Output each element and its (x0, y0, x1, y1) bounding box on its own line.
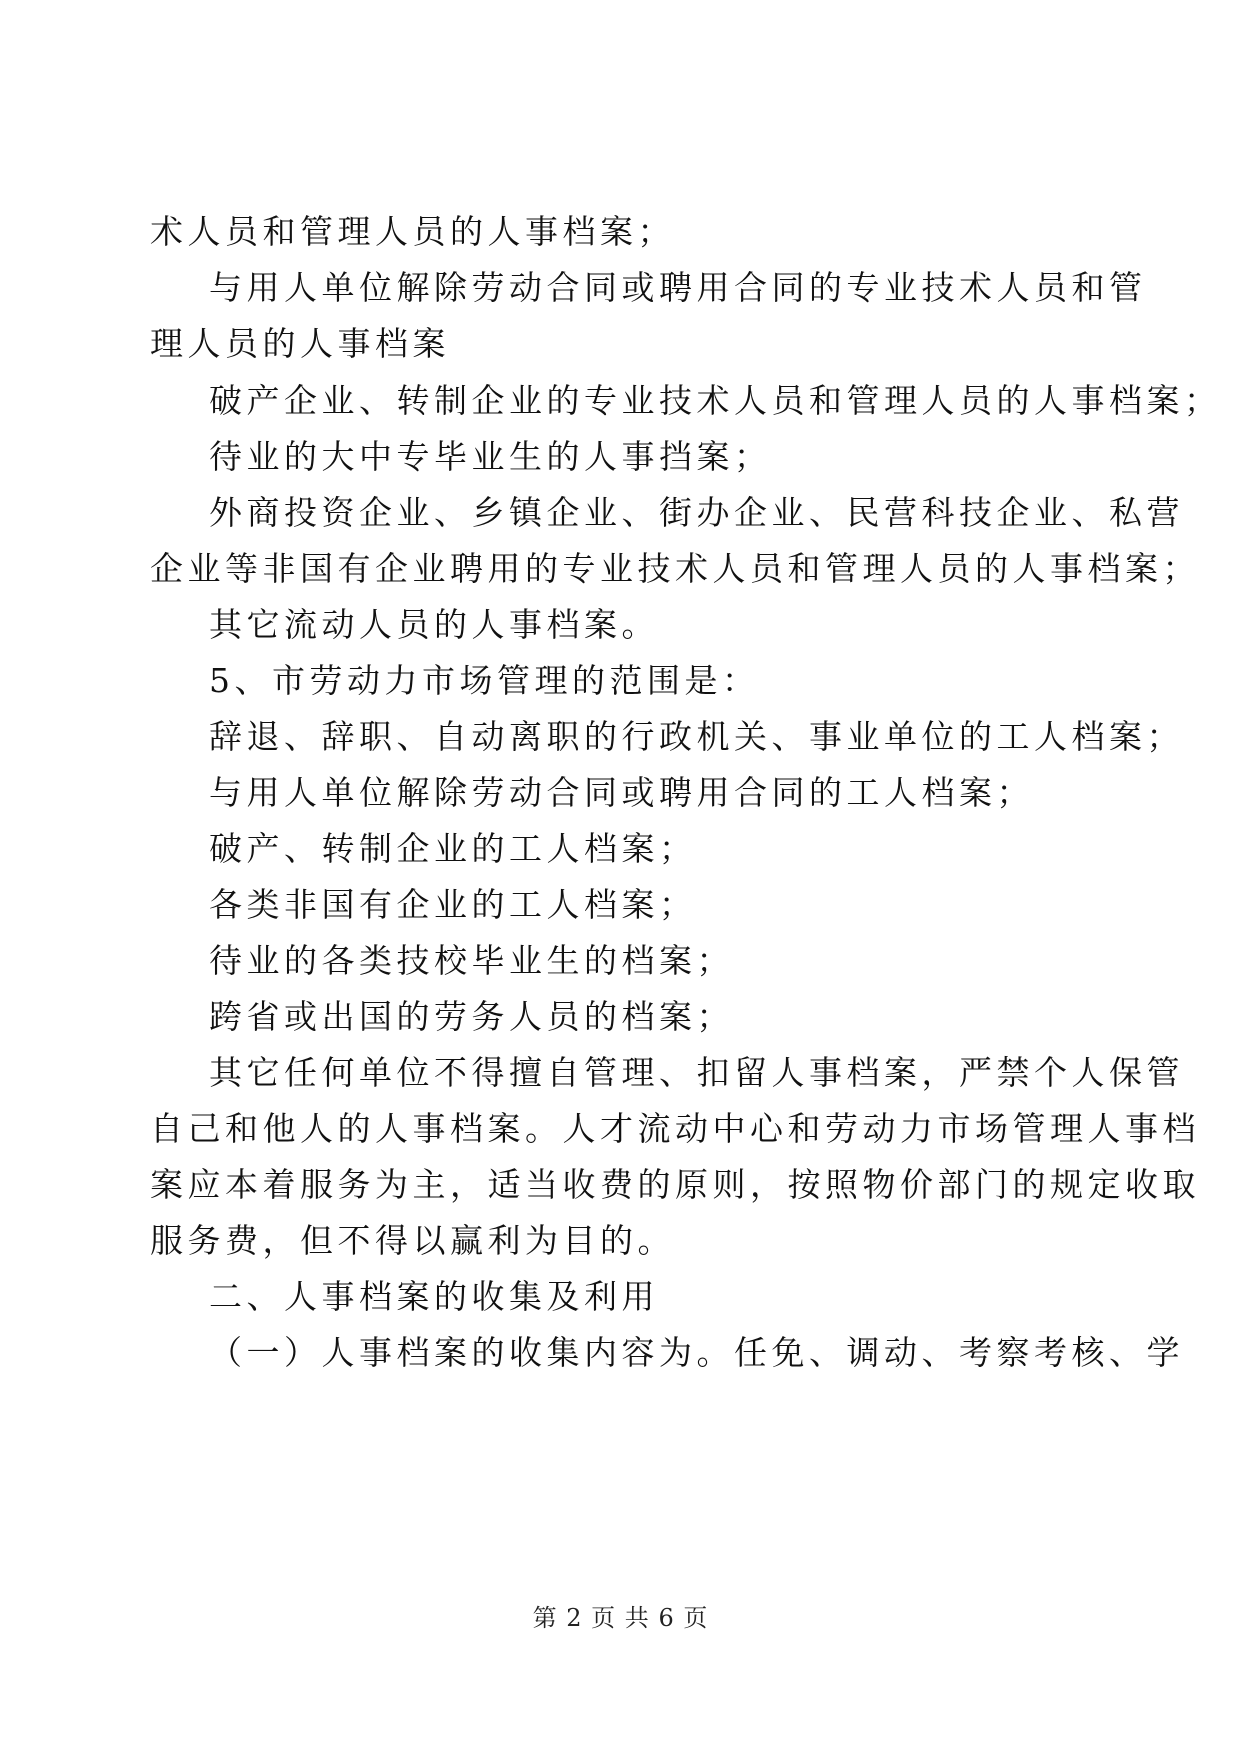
text-line-17: 自己和他人的人事档案。人才流动中心和劳动力市场管理人事档 (150, 1109, 1200, 1148)
text-line-12: 破产、转制企业的工人档案； (209, 829, 697, 868)
text-line-5: 待业的大中专毕业生的人事挡案； (209, 437, 772, 476)
text-line-6: 外商投资企业、乡镇企业、街办企业、民营科技企业、私营 (209, 493, 1184, 532)
text-line-16: 其它任何单位不得擅自管理、扣留人事档案，严禁个人保管 (209, 1053, 1184, 1092)
text-line-14: 待业的各类技校毕业生的档案； (209, 941, 734, 980)
text-line-7: 企业等非国有企业聘用的专业技术人员和管理人员的人事档案； (150, 549, 1200, 588)
text-line-1: 术人员和管理人员的人事档案； (150, 212, 675, 251)
text-line-11: 与用人单位解除劳动合同或聘用合同的工人档案； (209, 773, 1034, 812)
page-number-footer: 第 2 页 共 6 页 (532, 1604, 709, 1632)
text-line-3: 理人员的人事档案 (150, 324, 450, 363)
text-line-19: 服务费，但不得以赢利为目的。 (150, 1221, 675, 1260)
text-line-10: 辞退、辞职、自动离职的行政机关、事业单位的工人档案； (209, 717, 1184, 756)
text-line-8: 其它流动人员的人事档案。 (209, 605, 659, 644)
text-line-21: （一）人事档案的收集内容为。任免、调动、考察考核、学 (209, 1333, 1184, 1372)
text-line-13: 各类非国有企业的工人档案； (209, 885, 697, 924)
text-line-9: 5、市劳动力市场管理的范围是： (209, 661, 760, 700)
text-line-15: 跨省或出国的劳务人员的档案； (209, 997, 734, 1036)
text-line-18: 案应本着服务为主，适当收费的原则，按照物价部门的规定收取 (150, 1165, 1200, 1204)
text-line-4: 破产企业、转制企业的专业技术人员和管理人员的人事档案； (209, 381, 1222, 420)
text-line-2: 与用人单位解除劳动合同或聘用合同的专业技术人员和管 (209, 268, 1147, 307)
section-heading: 二、人事档案的收集及利用 (209, 1277, 659, 1316)
